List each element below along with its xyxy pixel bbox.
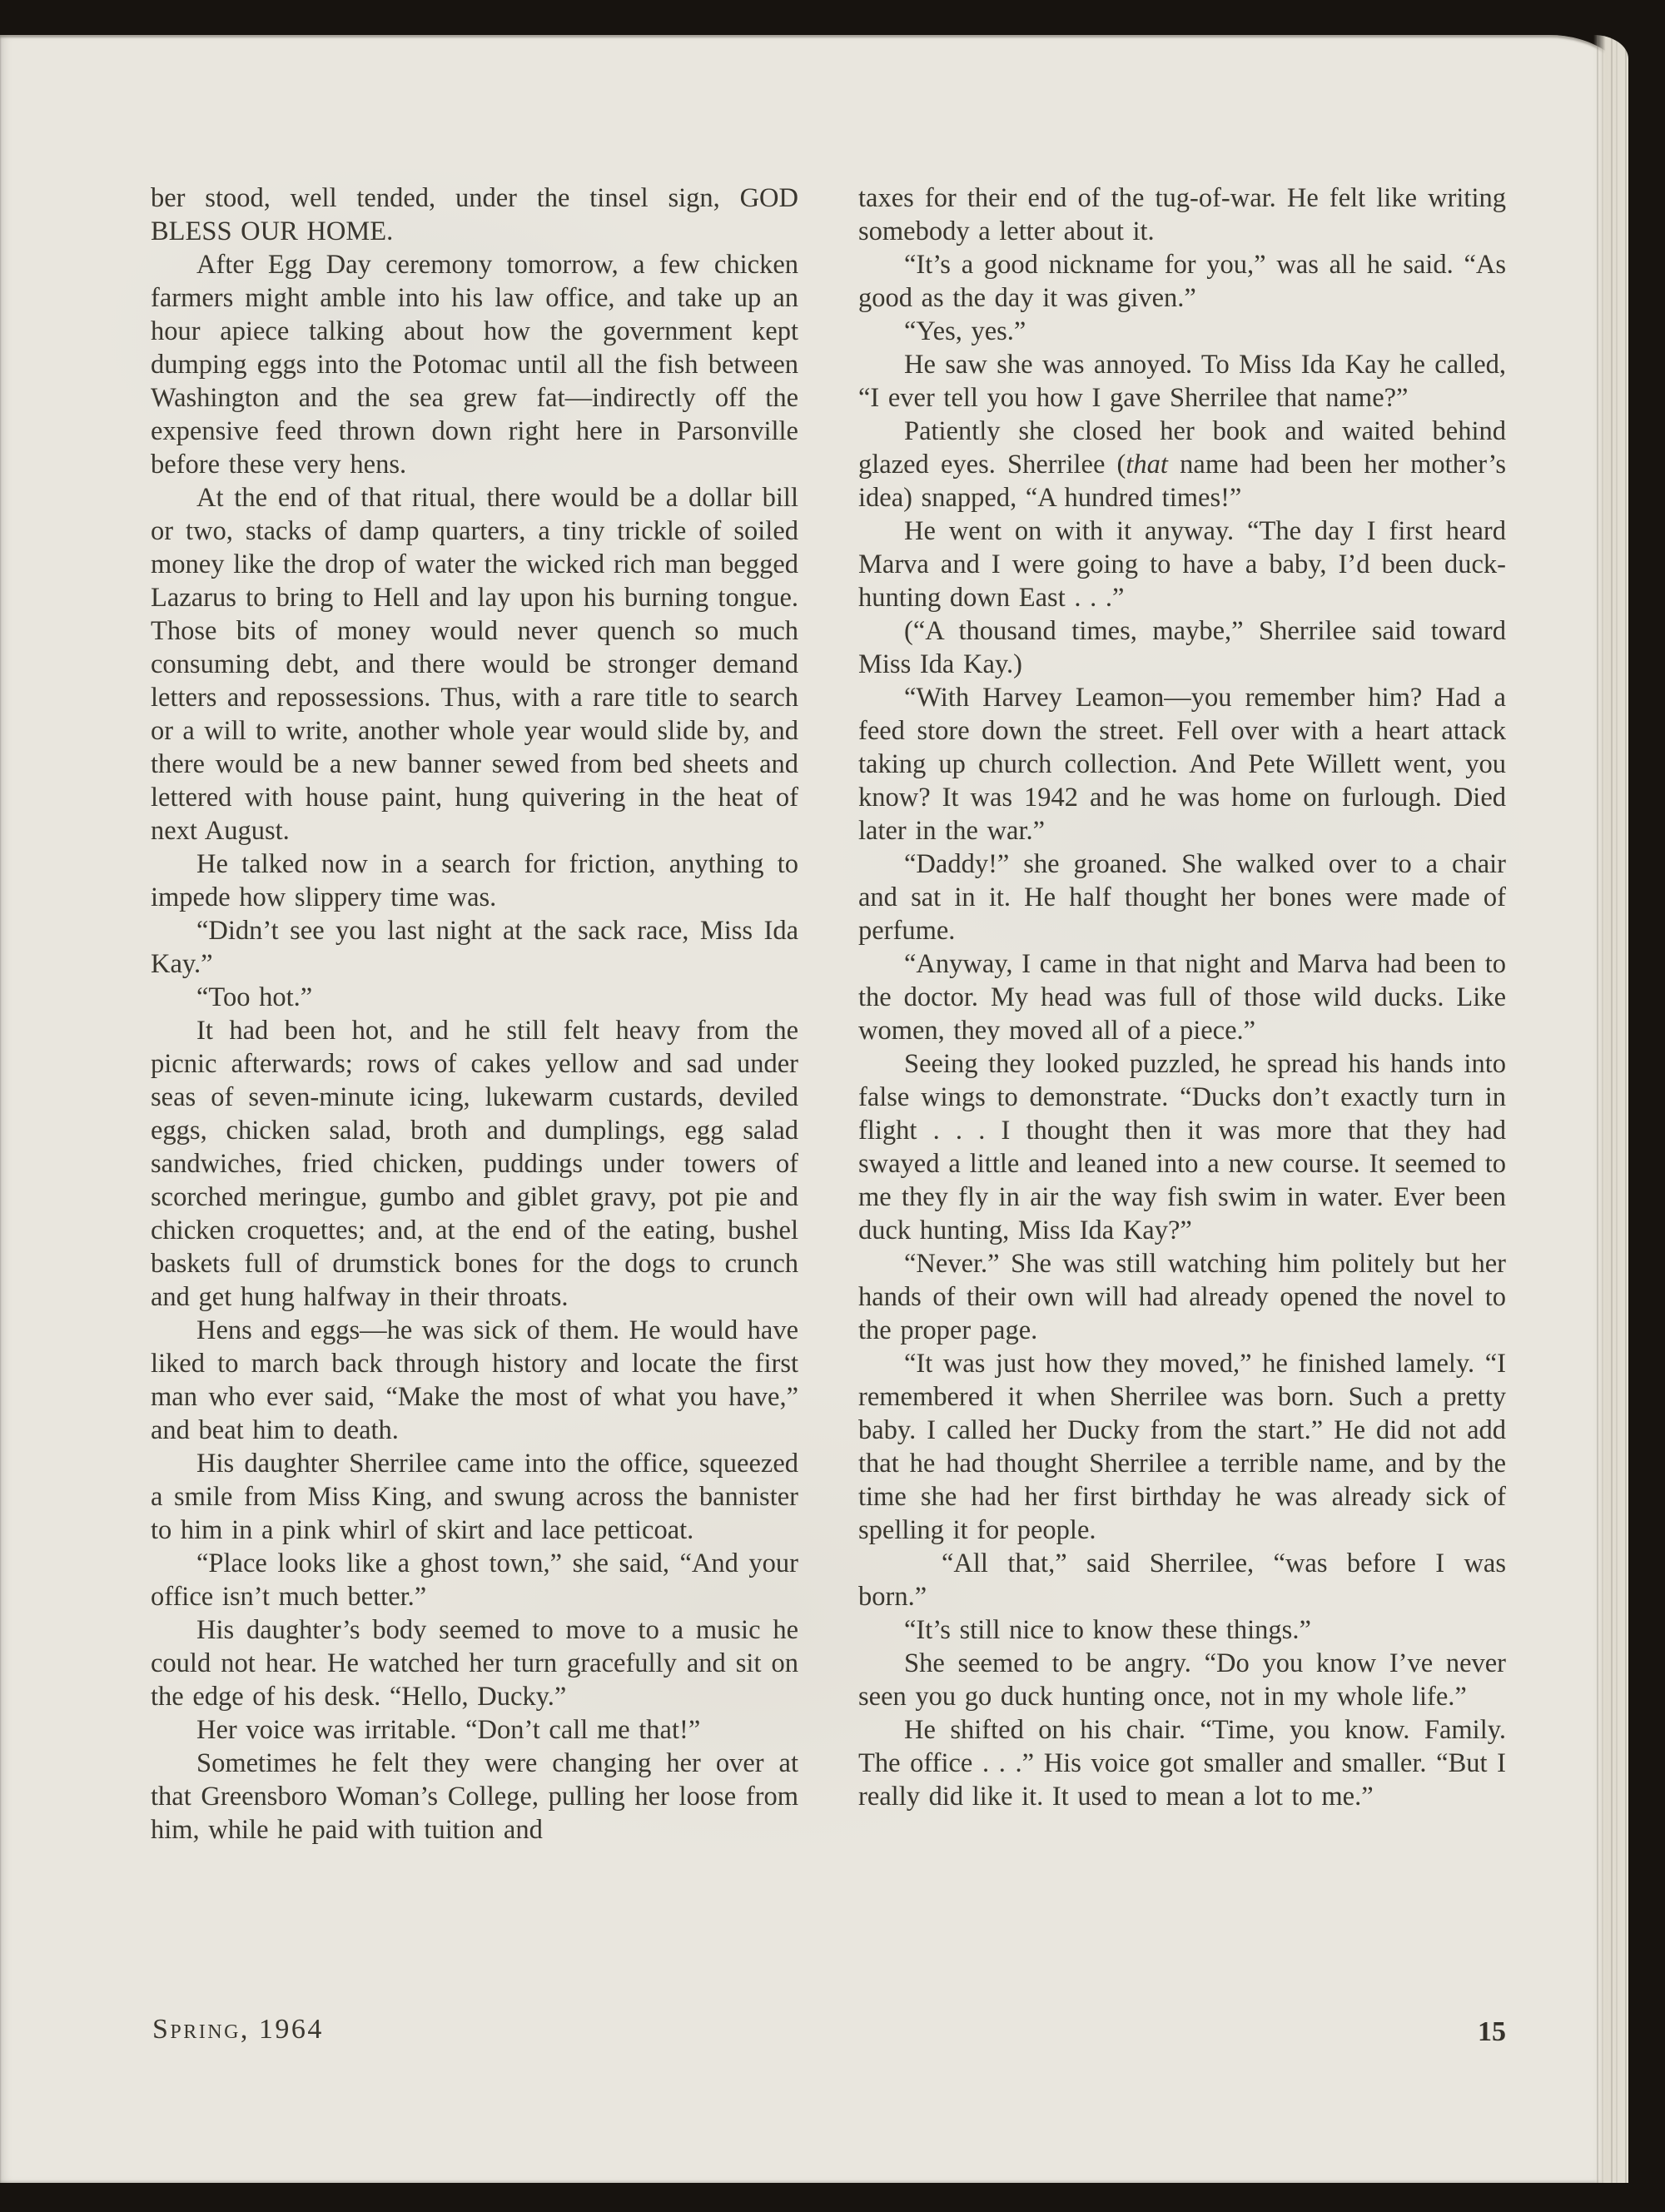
paragraph: He went on with it anyway. “The day I first heard Marva and I were going to have a baby, I’d been duck-hunting down East . . .” [858,516,1506,613]
paragraph: “All that,” said Sherrilee, “was before I was born.” [858,1548,1506,1612]
paragraph: “Yes, yes.” [904,316,1026,346]
paragraph: “It’s a good nickname for you,” was all he said. “As good as the day it was given.” [858,250,1506,313]
paragraph: Patiently she closed her book and waited behind glazed eyes. Sherrilee (that name had been her mother’s idea) snapped, “A hundred times!” [858,416,1506,513]
paragraph: He saw she was annoyed. To Miss Ida Kay he called, “I ever tell you how I gave Sherrilee that name?” [858,350,1506,413]
paragraph: “With Harvey Leamon—you remember him? Had a feed store down the street. Fell over with a heart attack taking up church collection. And Pete Willett went, you know? It was 1942 and he was home on furlough. Died later in the war.” [858,683,1506,846]
paragraph: “Anyway, I came in that night and Marva had been to the doctor. My head was full of those wild ducks. Like women, they moved all of a piece.” [858,949,1506,1046]
paragraph: Hens and eggs—he was sick of them. He would have liked to march back through history and locate the first man who ever said, “Make the most of what you have,” and beat him to death. [151,1315,798,1445]
paragraph: “It’s still nice to know these things.” [904,1615,1311,1645]
paragraph: He shifted on his chair. “Time, you know. Family. The office . . .” His voice got smaller and smaller. “But I really did like it. It used to mean a lot to me.” [858,1715,1506,1812]
right-column [858,181,1506,2013]
paragraph: After Egg Day ceremony tomorrow, a few chicken farmers might amble into his law office, and take up an hour apiece talking about how the government kept dumping eggs into the Potomac until all the fish between Washington and the sea grew fat—indirectly off the expensive feed thrown down right here in Parsonville before these very hens. [151,250,798,480]
paragraph: She seemed to be angry. “Do you know I’ve never seen you go duck hunting once, not in my whole life.” [858,1648,1506,1712]
paragraph: “It was just how they moved,” he finished lamely. “I remembered it when Sherrilee was born. Such a pretty baby. I called her Ducky from the start.” He did not add that he had thought Sherrilee a terrible name, and by the time she had her first birthday he was already sick of spelling it for people. [858,1349,1506,1545]
paragraph: taxes for their end of the tug-of-war. He felt like writing somebody a letter about it. [858,183,1506,246]
paragraph: “Too hot.” [196,982,313,1012]
magazine-page [0,35,1628,2183]
paragraph: His daughter Sherrilee came into the office, squeezed a smile from Miss King, and swung across the bannister to him in a pink whirl of skirt and lace petticoat. [151,1449,798,1545]
paragraph: Sometimes he felt they were changing her over at that Greensboro Woman’s College, pulling her loose from him, while he paid with tuition and [151,1748,798,1845]
paragraph: “Place looks like a ghost town,” she said, “And your office isn’t much better.” [151,1548,798,1612]
paragraph: “Didn’t see you last night at the sack race, Miss Ida Kay.” [151,916,798,979]
left-column [151,181,798,2013]
paragraph: It had been hot, and he still felt heavy from the picnic afterwards; rows of cakes yellow and sad under seas of seven-minute icing, lukewarm custards, deviled eggs, chicken salad, broth and dumplings, egg salad sandwiches, fried chicken, puddings under towers of scorched meringue, gumbo and giblet gravy, pot pie and chicken croquettes; and, at the end of the eating, bushel baskets full of drumstick bones for the dogs to crunch and get hung halfway in their throats. [151,1016,798,1312]
paragraph: “Daddy!” she groaned. She walked over to a chair and sat in it. He half thought her bones were made of perfume. [858,849,1506,946]
footer-page-number: 15 [1478,2016,1506,2047]
paragraph: “Never.” She was still watching him politely but her hands of their own will had already opened the novel to the proper page. [858,1249,1506,1345]
paragraph: At the end of that ritual, there would be a dollar bill or two, stacks of damp quarters, a tiny trickle of soiled money like the drop of water the wicked rich man begged Lazarus to bring to Hell and lay upon his burning tongue. Those bits of money would never quench so much consuming debt, and there would be stronger demand letters and repossessions. Thus, with a rare title to search or a will to write, another whole year would slide by, and there would be a new banner sewed from bed sheets and lettered with house paint, hung quivering in the heat of next August. [151,483,798,846]
footer-issue-date: Spring, 1964 [152,2014,324,2045]
paragraph: He talked now in a search for friction, anything to impede how slippery time was. [151,849,798,912]
paragraph: (“A thousand times, maybe,” Sherrilee said toward Miss Ida Kay.) [858,616,1506,679]
paragraph: His daughter’s body seemed to move to a music he could not hear. He watched her turn gracefully and sit on the edge of his desk. “Hello, Ducky.” [151,1615,798,1712]
paragraph: Seeing they looked puzzled, he spread his hands into false wings to demonstrate. “Ducks don’t exactly turn in flight . . . I thought then it was more that they had swayed a little and leaned into a new course. It seemed to me they fly in air the way fish swim in water. Ever been duck hunting, Miss Ida Kay?” [858,1049,1506,1245]
paragraph: ber stood, well tended, under the tinsel sign, GOD BLESS OUR HOME. [151,183,798,246]
paragraph: Her voice was irritable. “Don’t call me that!” [196,1715,701,1745]
page-edge-streaks [1593,35,1628,2183]
